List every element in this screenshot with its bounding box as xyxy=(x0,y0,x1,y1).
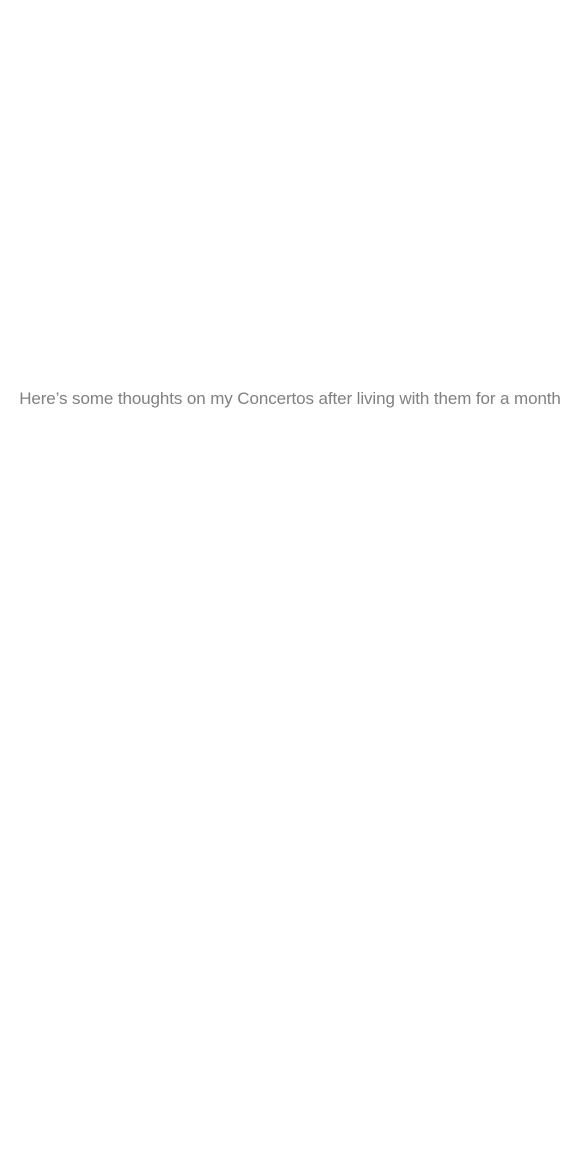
caption-text-block xyxy=(0,388,572,410)
caption-text: Here’s some thoughts on my Concertos after living with them for a month xyxy=(19,389,561,408)
